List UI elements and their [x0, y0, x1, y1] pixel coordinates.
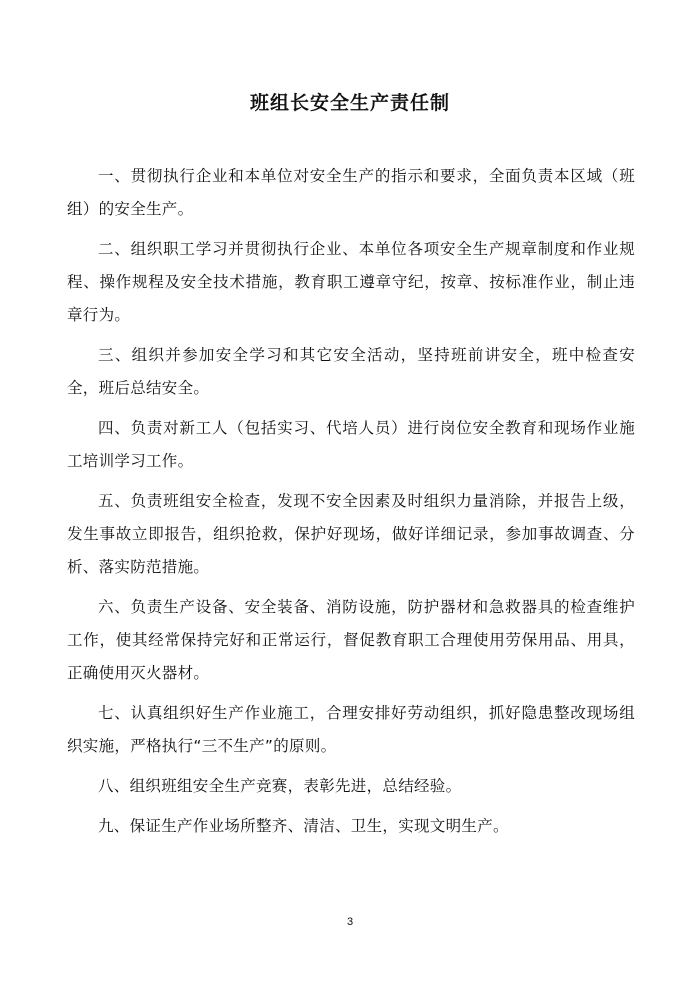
clause-5: 五、负责班组安全检查，发现不安全因素及时组织力量消除，并报告上级，发生事故立即报告，组织抢救，保护好现场，做好详细记录，参加事故调查、分析、落实防范措施。: [67, 492, 635, 576]
clause-2: 二、组织职工学习并贯彻执行企业、本单位各项安全生产规章制度和作业规程、操作规程及安全技术措施，教育职工遵章守纪，按章、按标准作业，制止违章行为。: [67, 240, 635, 324]
clause-9: 九、保证生产作业场所整齐、清洁、卫生，实现文明生产。: [98, 817, 509, 835]
document-title: 班组长安全生产责任制: [249, 92, 450, 114]
document-body: [67, 160, 635, 850]
clause-3: 三、组织并参加安全学习和其它安全活动，坚持班前讲安全，班中检查安全，班后总结安全。: [67, 346, 635, 397]
clause-1: 一、贯彻执行企业和本单位对安全生产的指示和要求，全面负责本区域（班组）的安全生产。: [67, 167, 635, 218]
page-number: 3: [346, 916, 354, 928]
clause-8: 八、组织班组安全生产竞赛，表彰先进，总结经验。: [98, 777, 462, 795]
clause-4: 四、负责对新工人（包括实习、代培人员）进行岗位安全教育和现场作业施工培训学习工作。: [67, 419, 635, 470]
clause-7: 七、认真组织好生产作业施工，合理安排好劳动组织，抓好隐患整改现场组织实施，严格执行“三不生产”的原则。: [67, 704, 635, 755]
clause-6: 六、负责生产设备、安全装备、消防设施，防护器材和急救器具的检查维护工作，使其经常保持完好和正常运行，督促教育职工合理使用劳保用品、用具，正确使用灭火器材。: [67, 598, 635, 682]
